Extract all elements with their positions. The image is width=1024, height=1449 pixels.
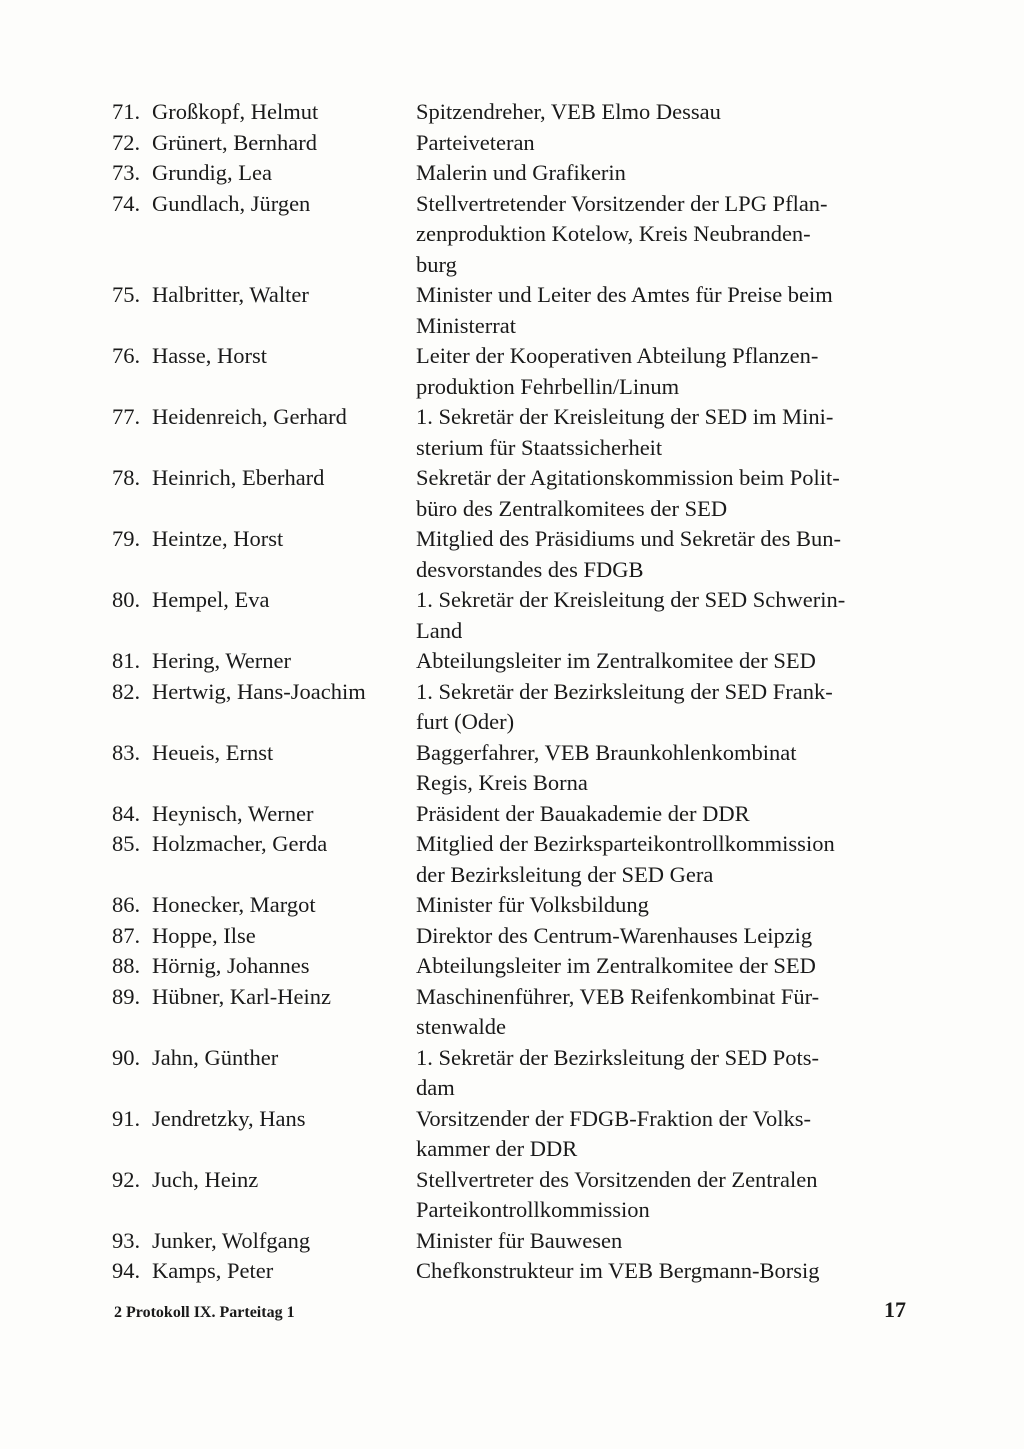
position-line: Land <box>416 617 463 643</box>
position-line: Mitglied der Bezirksparteikontrollkommission <box>416 831 835 856</box>
list-item <box>112 982 912 1043</box>
member-position <box>416 189 904 281</box>
entry-number: 79. <box>112 526 141 551</box>
position-line: Stellvertreter des Vorsitzenden der Zentralen <box>416 1166 818 1192</box>
member-name: Juch, Heinz <box>152 1166 259 1192</box>
list-item <box>112 341 912 402</box>
member-name: Heinrich, Eberhard <box>152 465 325 490</box>
list-item <box>112 951 912 982</box>
list-item <box>112 677 912 738</box>
list-item <box>112 585 912 646</box>
position-line: 1. Sekretär der Bezirksleitung der SED Frank- <box>416 678 833 704</box>
position-line: 1. Sekretär der Kreisleitung der SED Schwerin- <box>416 587 846 612</box>
member-position <box>416 1043 904 1104</box>
member-position <box>416 677 904 738</box>
member-position <box>416 463 904 524</box>
member-name: Hasse, Horst <box>152 343 267 368</box>
position-line: Abteilungsleiter im Zentralkomitee der SED <box>416 648 816 673</box>
position-line: kammer der DDR <box>416 1136 578 1161</box>
member-name: Honecker, Margot <box>152 892 316 917</box>
position-line: Präsident der Bauakademie der DDR <box>416 800 750 826</box>
member-name: Hübner, Karl-Heinz <box>152 983 332 1009</box>
entry-number: 76. <box>112 343 141 368</box>
list-item <box>112 189 912 281</box>
list-item <box>112 738 912 799</box>
position-line: Parteikontrollkommission <box>416 1197 650 1222</box>
member-list <box>112 97 912 1287</box>
position-line: Abteilungsleiter im Zentralkomitee der SED <box>416 953 816 978</box>
member-position <box>416 1165 904 1226</box>
member-name: Großkopf, Helmut <box>152 99 319 124</box>
member-position <box>416 738 904 799</box>
member-name: Jendretzky, Hans <box>152 1105 306 1131</box>
page-number: 17 <box>884 1297 906 1322</box>
list-item <box>112 1043 912 1104</box>
entry-number: 81. <box>112 648 141 673</box>
entry-number: 87. <box>112 922 141 948</box>
entry-number: 86. <box>112 892 141 917</box>
entry-number: 93. <box>112 1227 141 1253</box>
position-line: Maschinenführer, VEB Reifenkombinat Für- <box>416 983 820 1009</box>
member-position <box>416 341 904 402</box>
position-line: Direktor des Centrum-Warenhauses Leipzig <box>416 922 813 948</box>
member-position <box>416 1256 904 1287</box>
position-line: zenproduktion Kotelow, Kreis Neubranden- <box>416 221 811 246</box>
member-name: Hertwig, Hans-Joachim <box>152 678 366 704</box>
entry-number: 91. <box>112 1105 141 1131</box>
member-name: Junker, Wolfgang <box>152 1227 311 1253</box>
position-line: Stellvertretender Vorsitzender der LPG Pflan- <box>416 190 828 216</box>
member-name: Hering, Werner <box>152 648 291 673</box>
entry-number: 82. <box>112 678 141 704</box>
position-line: dam <box>416 1075 455 1100</box>
member-name: Gundlach, Jürgen <box>152 190 311 216</box>
list-item <box>112 280 912 341</box>
position-line: Baggerfahrer, VEB Braunkohlenkombinat <box>416 739 797 765</box>
list-item <box>112 1226 912 1257</box>
position-line: burg <box>416 251 457 277</box>
member-position <box>416 829 904 890</box>
entry-number: 73. <box>112 160 141 185</box>
member-name: Kamps, Peter <box>152 1258 274 1283</box>
member-position <box>416 402 904 463</box>
entry-number: 90. <box>112 1044 141 1070</box>
position-line: furt (Oder) <box>416 709 515 734</box>
list-item <box>112 97 912 128</box>
entry-number: 74. <box>112 190 141 216</box>
entry-number: 83. <box>112 739 141 765</box>
position-line: sterium für Staatssicherheit <box>416 434 663 460</box>
member-name: Heidenreich, Gerhard <box>152 404 347 429</box>
member-position <box>416 1226 904 1257</box>
entry-number: 89. <box>112 983 141 1009</box>
list-item <box>112 1256 912 1287</box>
list-item <box>112 890 912 921</box>
position-line: Leiter der Kooperativen Abteilung Pflanzen- <box>416 343 819 368</box>
position-line: büro des Zentralkomitees der SED <box>416 495 728 521</box>
list-item <box>112 1165 912 1226</box>
list-item <box>112 1104 912 1165</box>
list-item <box>112 799 912 830</box>
member-name: Heintze, Horst <box>152 526 284 551</box>
position-line: Sekretär der Agitationskommission beim Polit- <box>416 465 840 490</box>
list-item <box>112 402 912 463</box>
position-line: Minister für Bauwesen <box>416 1227 623 1253</box>
position-line: 1. Sekretär der Kreisleitung der SED im Mini- <box>416 404 834 429</box>
member-position <box>416 97 904 128</box>
entry-number: 72. <box>112 129 141 155</box>
page-footer <box>114 1297 906 1323</box>
entry-number: 71. <box>112 99 141 124</box>
position-line: 1. Sekretär der Bezirksleitung der SED Pots- <box>416 1044 820 1070</box>
member-position <box>416 951 904 982</box>
member-position <box>416 524 904 585</box>
member-position <box>416 280 904 341</box>
list-item <box>112 463 912 524</box>
member-position <box>416 890 904 921</box>
position-line: Parteiveteran <box>416 129 535 155</box>
entry-number: 80. <box>112 587 141 612</box>
member-name: Heynisch, Werner <box>152 800 314 826</box>
entry-number: 78. <box>112 465 141 490</box>
member-position <box>416 585 904 646</box>
member-name: Holzmacher, Gerda <box>152 831 328 856</box>
entry-number: 75. <box>112 282 141 307</box>
member-name: Heueis, Ernst <box>152 739 274 765</box>
list-item <box>112 158 912 189</box>
member-position <box>416 158 904 189</box>
entry-number: 94. <box>112 1258 141 1283</box>
position-line: stenwalde <box>416 1014 506 1039</box>
list-item <box>112 646 912 677</box>
position-line: Chefkonstrukteur im VEB Bergmann-Borsig <box>416 1258 820 1283</box>
list-item <box>112 128 912 159</box>
print-signature: 2 Protokoll IX. Parteitag 1 <box>114 1304 295 1321</box>
position-line: Malerin und Grafikerin <box>416 160 626 185</box>
member-position <box>416 646 904 677</box>
position-line: Minister und Leiter des Amtes für Preise beim <box>416 282 833 307</box>
position-line: Mitglied des Präsidiums und Sekretär des Bun- <box>416 526 841 551</box>
list-item <box>112 829 912 890</box>
member-position <box>416 921 904 952</box>
position-line: Vorsitzender der FDGB-Fraktion der Volks- <box>416 1105 811 1131</box>
entry-number: 77. <box>112 404 141 429</box>
list-item <box>112 921 912 952</box>
position-line: Spitzendreher, VEB Elmo Dessau <box>416 99 721 124</box>
member-position <box>416 128 904 159</box>
member-name: Hoppe, Ilse <box>152 922 256 948</box>
member-position <box>416 1104 904 1165</box>
position-line: Minister für Volksbildung <box>416 892 649 917</box>
member-position <box>416 799 904 830</box>
member-position <box>416 982 904 1043</box>
position-line: Ministerrat <box>416 312 516 338</box>
member-name: Grundig, Lea <box>152 160 272 185</box>
position-line: desvorstandes des FDGB <box>416 556 644 582</box>
list-item <box>112 524 912 585</box>
entry-number: 84. <box>112 800 141 826</box>
entry-number: 92. <box>112 1166 141 1192</box>
member-name: Halbritter, Walter <box>152 282 309 307</box>
member-name: Jahn, Günther <box>152 1044 279 1070</box>
member-name: Grünert, Bernhard <box>152 129 317 155</box>
member-name: Hempel, Eva <box>152 587 270 612</box>
position-line: der Bezirksleitung der SED Gera <box>416 861 714 887</box>
entry-number: 85. <box>112 831 141 856</box>
entry-number: 88. <box>112 953 141 978</box>
position-line: produktion Fehrbellin/Linum <box>416 373 680 399</box>
position-line: Regis, Kreis Borna <box>416 770 588 795</box>
member-name: Hörnig, Johannes <box>152 953 310 978</box>
